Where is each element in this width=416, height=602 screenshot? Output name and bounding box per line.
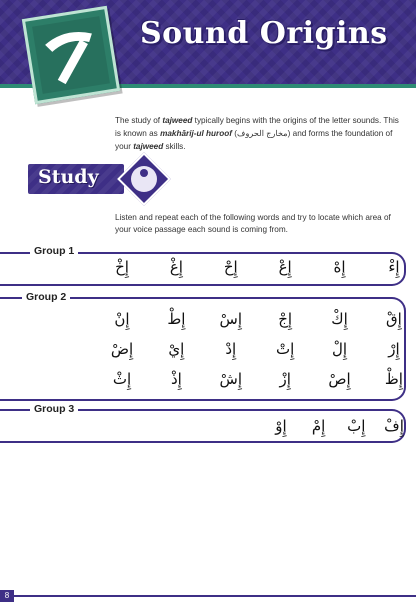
- arabic-syllable: إِءْ: [388, 258, 400, 276]
- pickaxe-icon-frame: [22, 6, 120, 104]
- page-number: 8: [0, 590, 14, 602]
- arabic-syllable: إِجْ: [278, 310, 293, 328]
- footer-divider: [14, 595, 416, 597]
- study-instruction: Listen and repeat each of the following words and try to locate which area of your voice passage each sound is coming from.: [115, 213, 391, 234]
- group-2-row-1: [108, 310, 408, 328]
- group-3-label: Group 3: [30, 403, 78, 415]
- arabic-syllable: إِمْ: [311, 417, 326, 435]
- arabic-syllable: إِرْ: [388, 340, 400, 358]
- arabic-syllable: إِلْ: [332, 340, 348, 358]
- arabic-syllable: إِشْ: [219, 370, 243, 388]
- arabic-syllable: إِدْ: [225, 340, 237, 358]
- arabic-syllable: إِبْ: [347, 417, 366, 435]
- arabic-syllable: إِحْ: [223, 258, 238, 276]
- arabic-syllable: إِقْ: [386, 310, 402, 328]
- arabic-syllable: إِهْ: [333, 258, 346, 276]
- group-2-row-3: [108, 370, 408, 388]
- arabic-syllable: إِوْ: [275, 417, 287, 435]
- arabic-syllable: إِيْ: [168, 340, 185, 358]
- study-label: Study: [38, 166, 99, 188]
- arabic-syllable: إِتْ: [276, 340, 295, 358]
- group-2-label: Group 2: [22, 291, 70, 303]
- arabic-syllable: إِخْ: [115, 258, 129, 276]
- arabic-syllable: إِنْ: [114, 310, 130, 328]
- arabic-syllable: إِزْ: [279, 370, 291, 388]
- arabic-syllable: إِفْ: [384, 417, 404, 435]
- arabic-syllable: إِغْ: [169, 258, 183, 276]
- group-2-row-2: [108, 340, 408, 358]
- arabic-syllable: إِظْ: [384, 370, 403, 388]
- arabic-syllable: إِعْ: [278, 258, 292, 276]
- arabic-syllable: إِضْ: [110, 340, 134, 358]
- arabic-syllable: إِذْ: [170, 370, 182, 388]
- intro-paragraph: The study of tajweed typically begins with the origins of the letter sounds. This is known as makhārij-ul huroof (مخارج الحروف) and forms the foundation of your tajweed skills.: [115, 116, 399, 151]
- arabic-syllable: إِثْ: [112, 370, 132, 388]
- arabic-syllable: إِسْ: [219, 310, 243, 328]
- pickaxe-icon: [34, 18, 112, 96]
- group-3-row: [108, 417, 408, 435]
- group-1-row: [108, 258, 408, 276]
- reader-icon: [131, 166, 157, 192]
- arabic-syllable: إِصْ: [328, 370, 351, 388]
- arabic-syllable: إِطْ: [167, 310, 186, 328]
- arabic-syllable: إِكْ: [331, 310, 348, 328]
- page-title: Sound Origins: [140, 16, 388, 51]
- group-1-label: Group 1: [30, 245, 78, 257]
